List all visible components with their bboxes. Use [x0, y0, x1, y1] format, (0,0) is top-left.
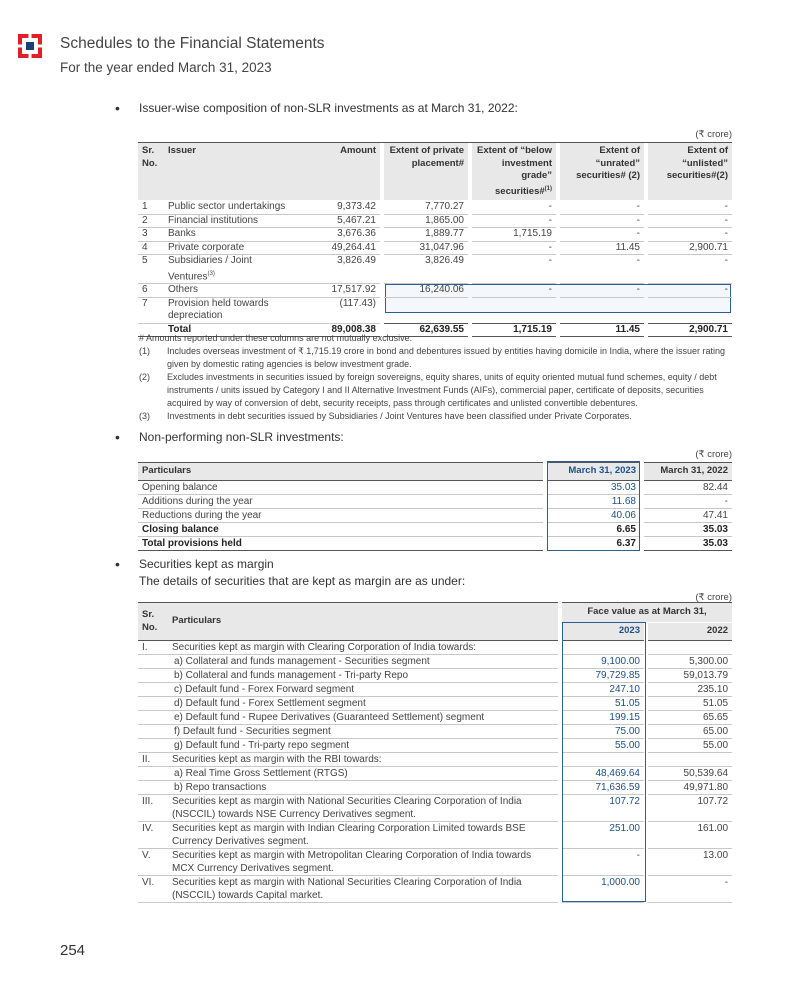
table-row: VI. Securities kept as margin with National Securities Clearing Corporation of India (NSCCIL) towards Capital market. 1,000.00 - — [138, 876, 732, 903]
bullet-icon: • — [115, 429, 120, 445]
table-row: 7 Provision held towards depreciation (117.43) — [138, 297, 732, 323]
table-row: Reductions during the year 40.06 47.41 — [138, 508, 732, 522]
page-subtitle: For the year ended March 31, 2023 — [60, 60, 272, 75]
col-issuer: Issuer — [164, 143, 294, 201]
section1-heading: • Issuer-wise composition of non-SLR investments as at March 31, 2022: — [115, 100, 518, 116]
footnote: (3) Investments in debt securities issued by Subsidiaries / Joint Ventures have been classified under Private Corporates. — [139, 411, 632, 421]
col-particulars: Particulars — [138, 463, 543, 481]
table-row: f) Default fund - Securities segment 75.00 65.00 — [138, 725, 732, 739]
table-row: III. Securities kept as margin with National Securities Clearing Corporation of India (NSCCIL) towards NSE Currency Derivatives segment. 107.72 107.72 — [138, 795, 732, 822]
col-2023: 2023 — [562, 623, 644, 641]
bullet-icon: • — [115, 100, 120, 116]
table-row: d) Default fund - Forex Settlement segment 51.05 51.05 — [138, 697, 732, 711]
table-row: 4 Private corporate 49,264.41 31,047.96 - 11.45 2,900.71 — [138, 241, 732, 255]
table-row: 6 Others 17,517.92 16,240.06 - - - — [138, 284, 732, 298]
table-row: g) Default fund - Tri-party repo segment 55.00 55.00 — [138, 739, 732, 753]
table-row: c) Default fund - Forex Forward segment 247.10 235.10 — [138, 683, 732, 697]
section1-unit: (₹ crore) — [695, 129, 732, 140]
col-march-2022: March 31, 2022 — [644, 463, 732, 481]
table-row: 5 Subsidiaries / Joint Ventures$^{(3)}$ 3,826.49 3,826.49 - - - — [138, 255, 732, 284]
col-below-investment-grade: Extent of “below investment grade” securities#$^{(1)}$ — [472, 143, 556, 201]
table-row: Closing balance 6.65 35.03 — [138, 522, 732, 536]
footnotes — [139, 332, 733, 423]
table-row: a) Collateral and funds management - Securities segment 9,100.00 5,300.00 — [138, 655, 732, 669]
col-2022: 2022 — [648, 623, 732, 641]
footnote: (1) Includes overseas investment of ₹ 1,715.19 crore in bond and debentures issued by entities having domicile in India, where the issuer rating given by domestic rating agencies is below investment grade. — [139, 346, 726, 369]
table-row: 1 Public sector undertakings 9,373.42 7,770.27 - - - — [138, 201, 732, 215]
total-row: Total 89,008.38 62,639.55 1,715.19 11.45 2,900.71 — [138, 323, 732, 337]
page-number: 254 — [60, 942, 86, 959]
section3-heading: • Securities kept as margin — [115, 556, 274, 572]
bank-logo-icon — [18, 34, 42, 58]
table-row: V. Securities kept as margin with Metropolitan Clearing Corporation of India towards MCX Currency Derivatives segment. - 13.00 — [138, 849, 732, 876]
bullet-icon: • — [115, 556, 120, 572]
table-row: Opening balance 35.03 82.44 — [138, 480, 732, 494]
table-row: Additions during the year 11.68 - — [138, 494, 732, 508]
col-unrated: Extent of “unrated” securities# (2) — [560, 143, 644, 201]
table-row: Total provisions held 6.37 35.03 — [138, 536, 732, 550]
table-row: 2 Financial institutions 5,467.21 1,865.00 - - - — [138, 214, 732, 228]
col-march-2023: March 31, 2023 — [547, 463, 640, 481]
col-sr: Sr. No. — [138, 603, 168, 641]
table-row: 3 Banks 3,676.36 1,889.77 1,715.19 - - — [138, 228, 732, 242]
col-private-placement: Extent of private placement# — [384, 143, 468, 201]
footnote: (2) Excludes investments in securities issued by foreign sovereigns, equity shares, units of equity oriented mutual fund schemes, equity / debt instruments / units issued by Category I and II Alternative Investment Funds (AIFs), commercial paper, certificate of deposits, securities acquired by way of conversion of debt, security receipts, pass through certificates and unlisted convertible debentures. — [139, 372, 717, 408]
page-title: Schedules to the Financial Statements — [60, 35, 325, 52]
section2-heading: • Non-performing non-SLR investments: — [115, 429, 344, 445]
section2-unit: (₹ crore) — [695, 449, 732, 460]
col-amount: Amount — [294, 143, 380, 201]
section3-unit: (₹ crore) — [695, 592, 732, 603]
section3-intro: The details of securities that are kept as margin are as under: — [139, 574, 466, 588]
securities-margin-table — [138, 602, 732, 903]
table-row: II. Securities kept as margin with the RBI towards: — [138, 753, 732, 767]
col-particulars: Particulars — [168, 603, 558, 641]
col-face-value: Face value as at March 31, — [562, 603, 732, 623]
table-row: I. Securities kept as margin with Clearing Corporation of India towards: — [138, 641, 732, 655]
issuer-composition-table — [138, 142, 732, 337]
table-row: IV. Securities kept as margin with Indian Clearing Corporation Limited towards BSE Currency Derivatives segment. 251.00 161.00 — [138, 822, 732, 849]
non-performing-table — [138, 462, 732, 551]
footnote: # Amounts reported under these columns are not mutually exclusive. — [139, 333, 413, 343]
table-row: e) Default fund - Rupee Derivatives (Guaranteed Settlement) segment 199.15 65.65 — [138, 711, 732, 725]
table-row: b) Repo transactions 71,636.59 49,971.80 — [138, 781, 732, 795]
table-row: b) Collateral and funds management - Tri-party Repo 79,729.85 59,013.79 — [138, 669, 732, 683]
table-row: a) Real Time Gross Settlement (RTGS) 48,469.64 50,539.64 — [138, 767, 732, 781]
col-unlisted: Extent of “unlisted” securities#(2) — [648, 143, 732, 201]
col-sr: Sr. No. — [138, 143, 164, 201]
